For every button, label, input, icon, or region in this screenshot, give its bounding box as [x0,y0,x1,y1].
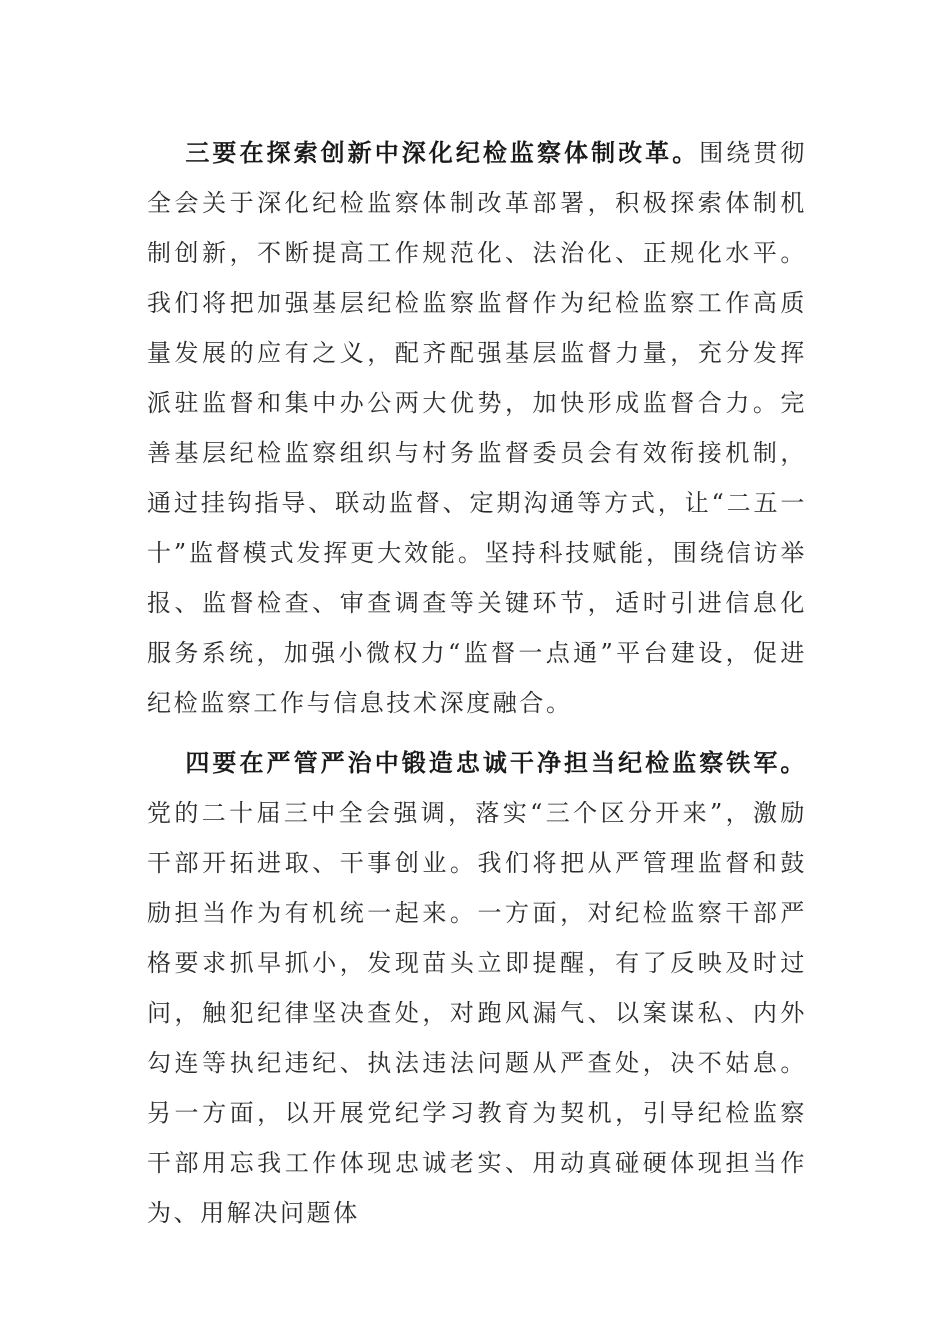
paragraph-reform [147,128,807,728]
paragraph-text [147,738,807,1238]
paragraph-body: 党的二十届三中全会强调，落实“三个区分开来”，激励干部开拓进取、干事创业。我们将把从严管理监督和鼓励担当作为有机统一起来。一方面，对纪检监察干部严格要求抓早抓小，发现苗头立即提醒，有了反映及时过问，触犯纪律坚决查处，对跑风漏气、以案谋私、内外勾连等执纪违纪、执法违法问题从严查处，决不姑息。另一方面，以开展党纪学习教育为契机，引导纪检监察干部用忘我工作体现忠诚老实、用动真碰硬体现担当作为、用解决问题体 [147,799,807,1227]
paragraph-heading: 三要在探索创新中深化纪检监察体制改革。 [185,138,700,167]
paragraph-body: 围绕贯彻全会关于深化纪检监察体制改革部署，积极探索体制机制创新，不断提高工作规范化、法治化、正规化水平。我们将把加强基层纪检监察监督作为纪检监察工作高质量发展的应有之义，配齐配强基层监督力量，充分发挥派驻监督和集中办公两大优势，加快形成监督合力。完善基层纪检监察组织与村务监督委员会有效衔接机制，通过挂钩指导、联动监督、定期沟通等方式，让“二五一十”监督模式发挥更大效能。坚持科技赋能，围绕信访举报、监督检查、审查调查等关键环节，适时引进信息化服务系统，加强小微权力“监督一点通”平台建设，促进纪检监察工作与信息技术深度融合。 [147,139,807,717]
paragraph-text [147,128,807,728]
paragraph-heading: 四要在严管严治中锻造忠诚干净担当纪检监察铁军。 [185,748,807,777]
paragraph-discipline-team [147,738,807,1238]
